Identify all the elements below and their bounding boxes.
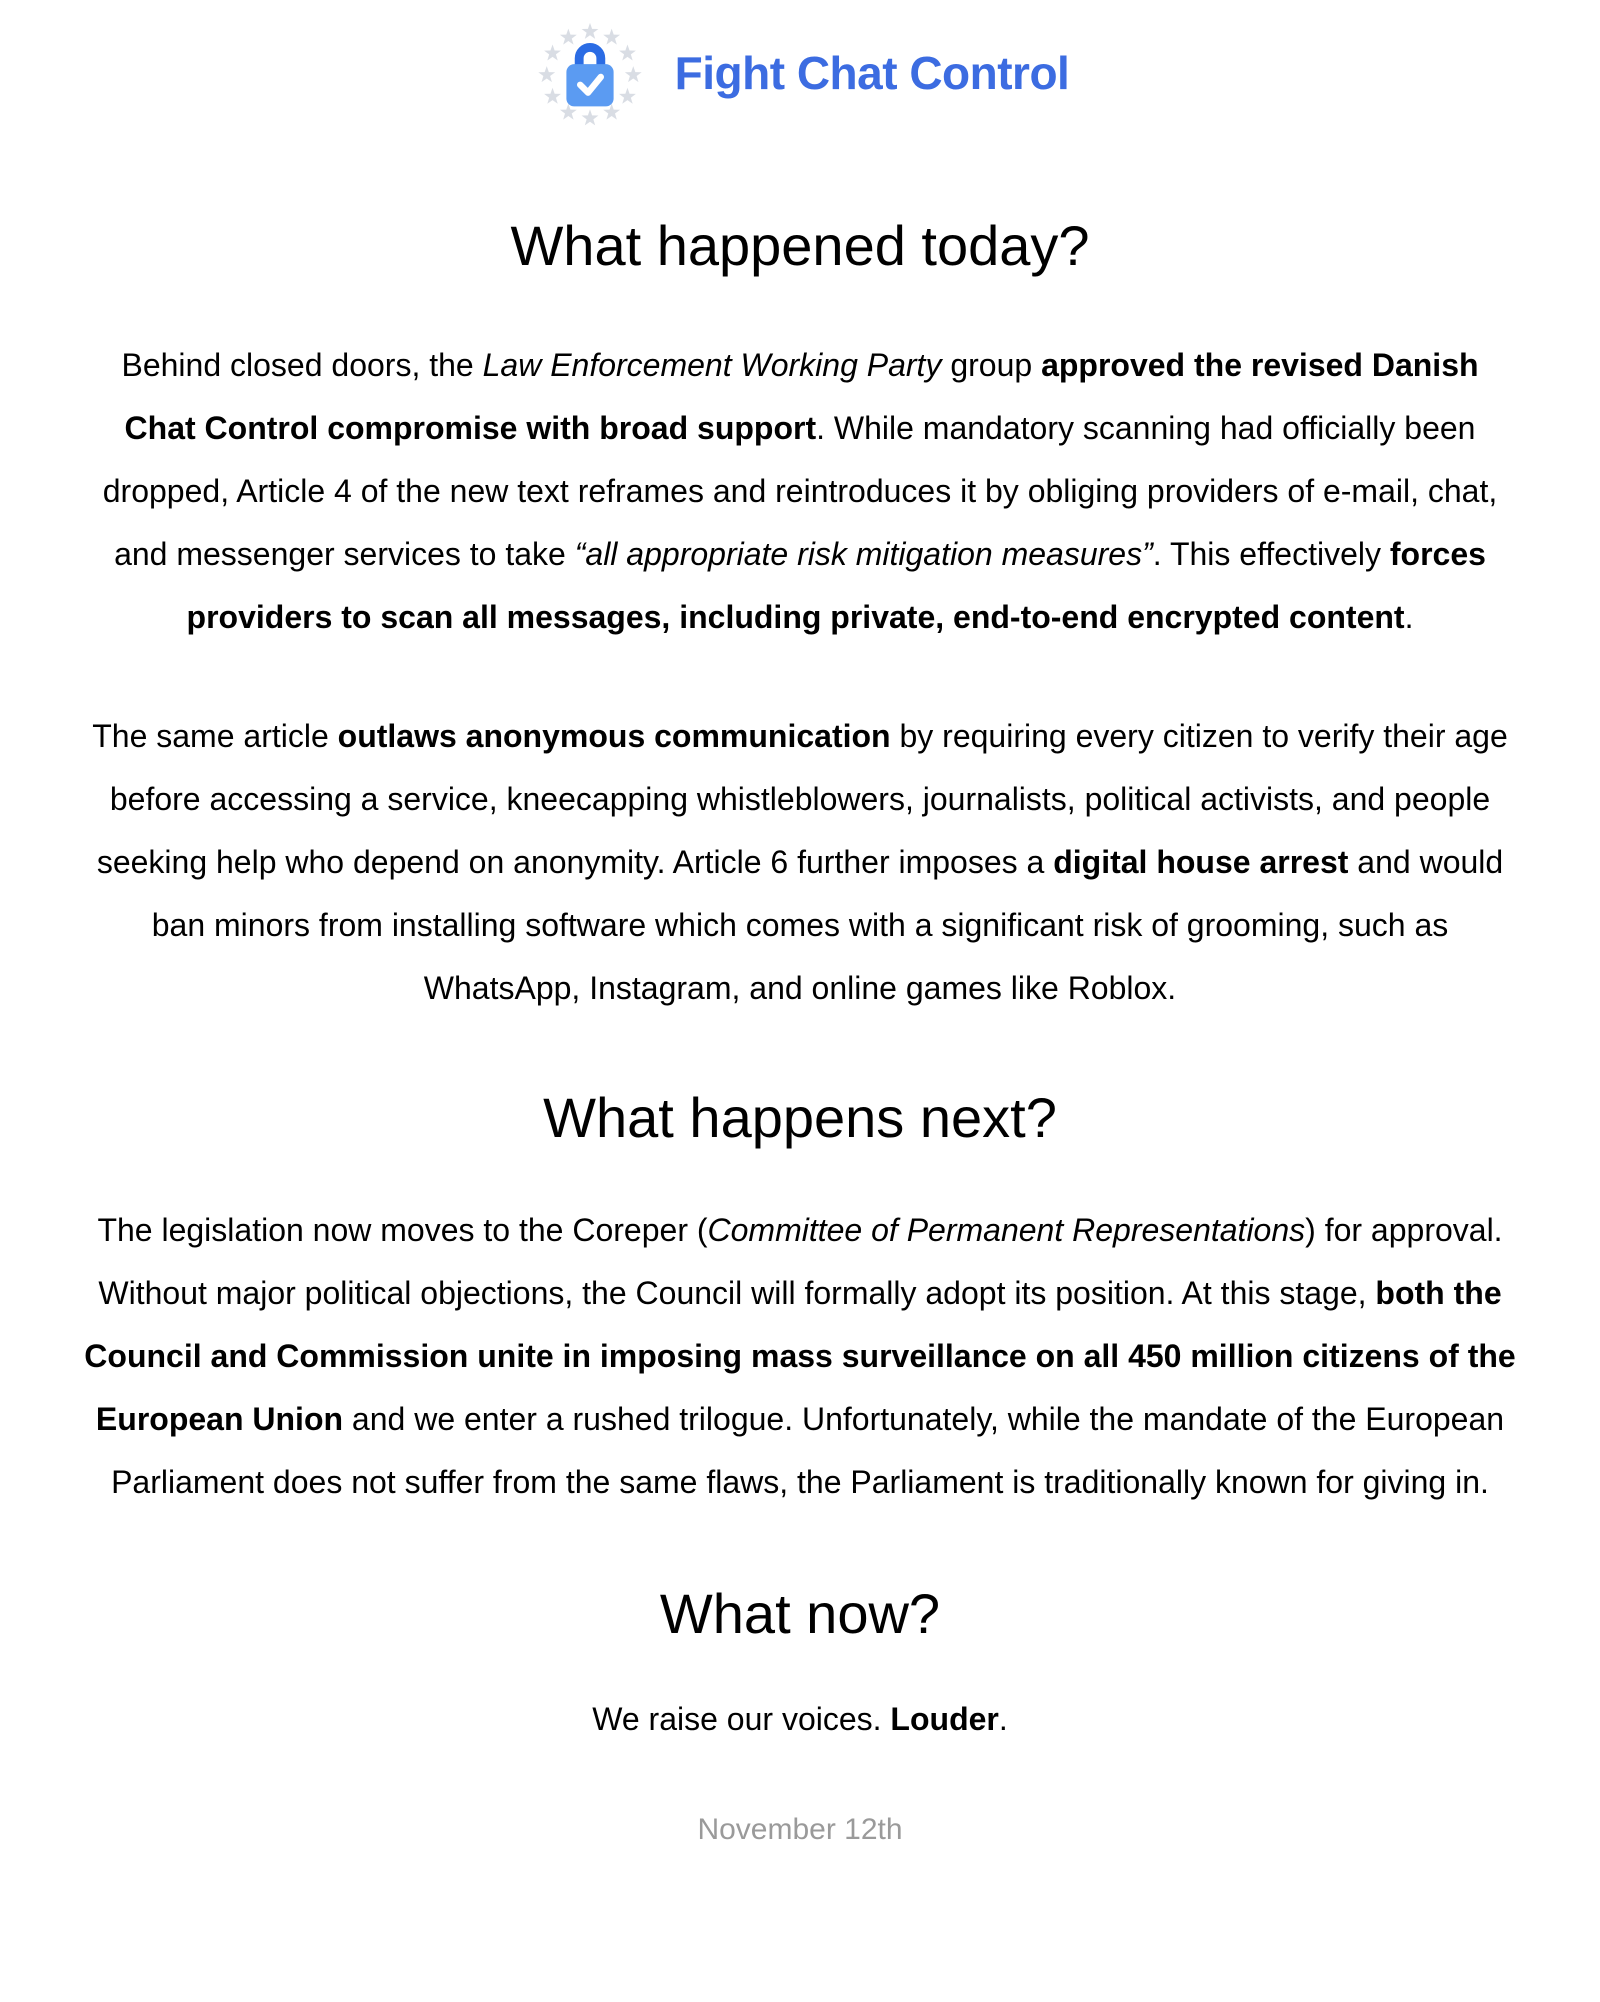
paragraph-today-2: The same article outlaws anonymous communication by requiring every citizen to verify their age before accessing a service, kneecapping whistleblowers, journalists, political activists, and people seeking help who depend on anonymity. Article 6 further imposes a digital house arrest and would ban minors from installing software which comes with a significant risk of grooming, such as WhatsApp, Instagram, and online games like Roblox. [92, 718, 1508, 1007]
site-header [82, 0, 1518, 132]
site-title[interactable]: Fight Chat Control [674, 47, 1070, 99]
page [82, 0, 1518, 1883]
paragraph-next-1: The legislation now moves to the Coreper (Committee of Permanent Representations) for approval. Without major political objections, the Council will formally adopt its position. At this stage, both the Council and Commission unite in imposing mass surveillance on all 450 million citizens of the European Union and we enter a rushed trilogue. Unfortunately, while the mandate of the European Parliament does not suffer from the same flaws, the Parliament is traditionally known for giving in. [84, 1211, 1516, 1500]
footer-date: November 12th [697, 1813, 903, 1847]
section-heading-what-happened-today: What happened today? [510, 214, 1090, 277]
paragraph-today-1: Behind closed doors, the Law Enforcement Working Party group approved the revised Danish Chat Control compromise with broad support. While mandatory scanning had officially been dropped, Article 4 of the new text reframes and reintroduces it by obliging providers of e-mail, chat, and messenger services to take “all appropriate risk mitigation measures”. This effectively forces providers to scan all messages, including private, end-to-end encrypted content. [102, 347, 1498, 636]
section-heading-what-now: What now? [659, 1581, 941, 1645]
section-heading-what-happens-next: What happens next? [543, 1086, 1057, 1150]
eu-stars-lock-icon [531, 14, 649, 132]
site-logo-link[interactable] [531, 14, 649, 132]
paragraph-now-1: We raise our voices. Louder. [592, 1701, 1008, 1738]
